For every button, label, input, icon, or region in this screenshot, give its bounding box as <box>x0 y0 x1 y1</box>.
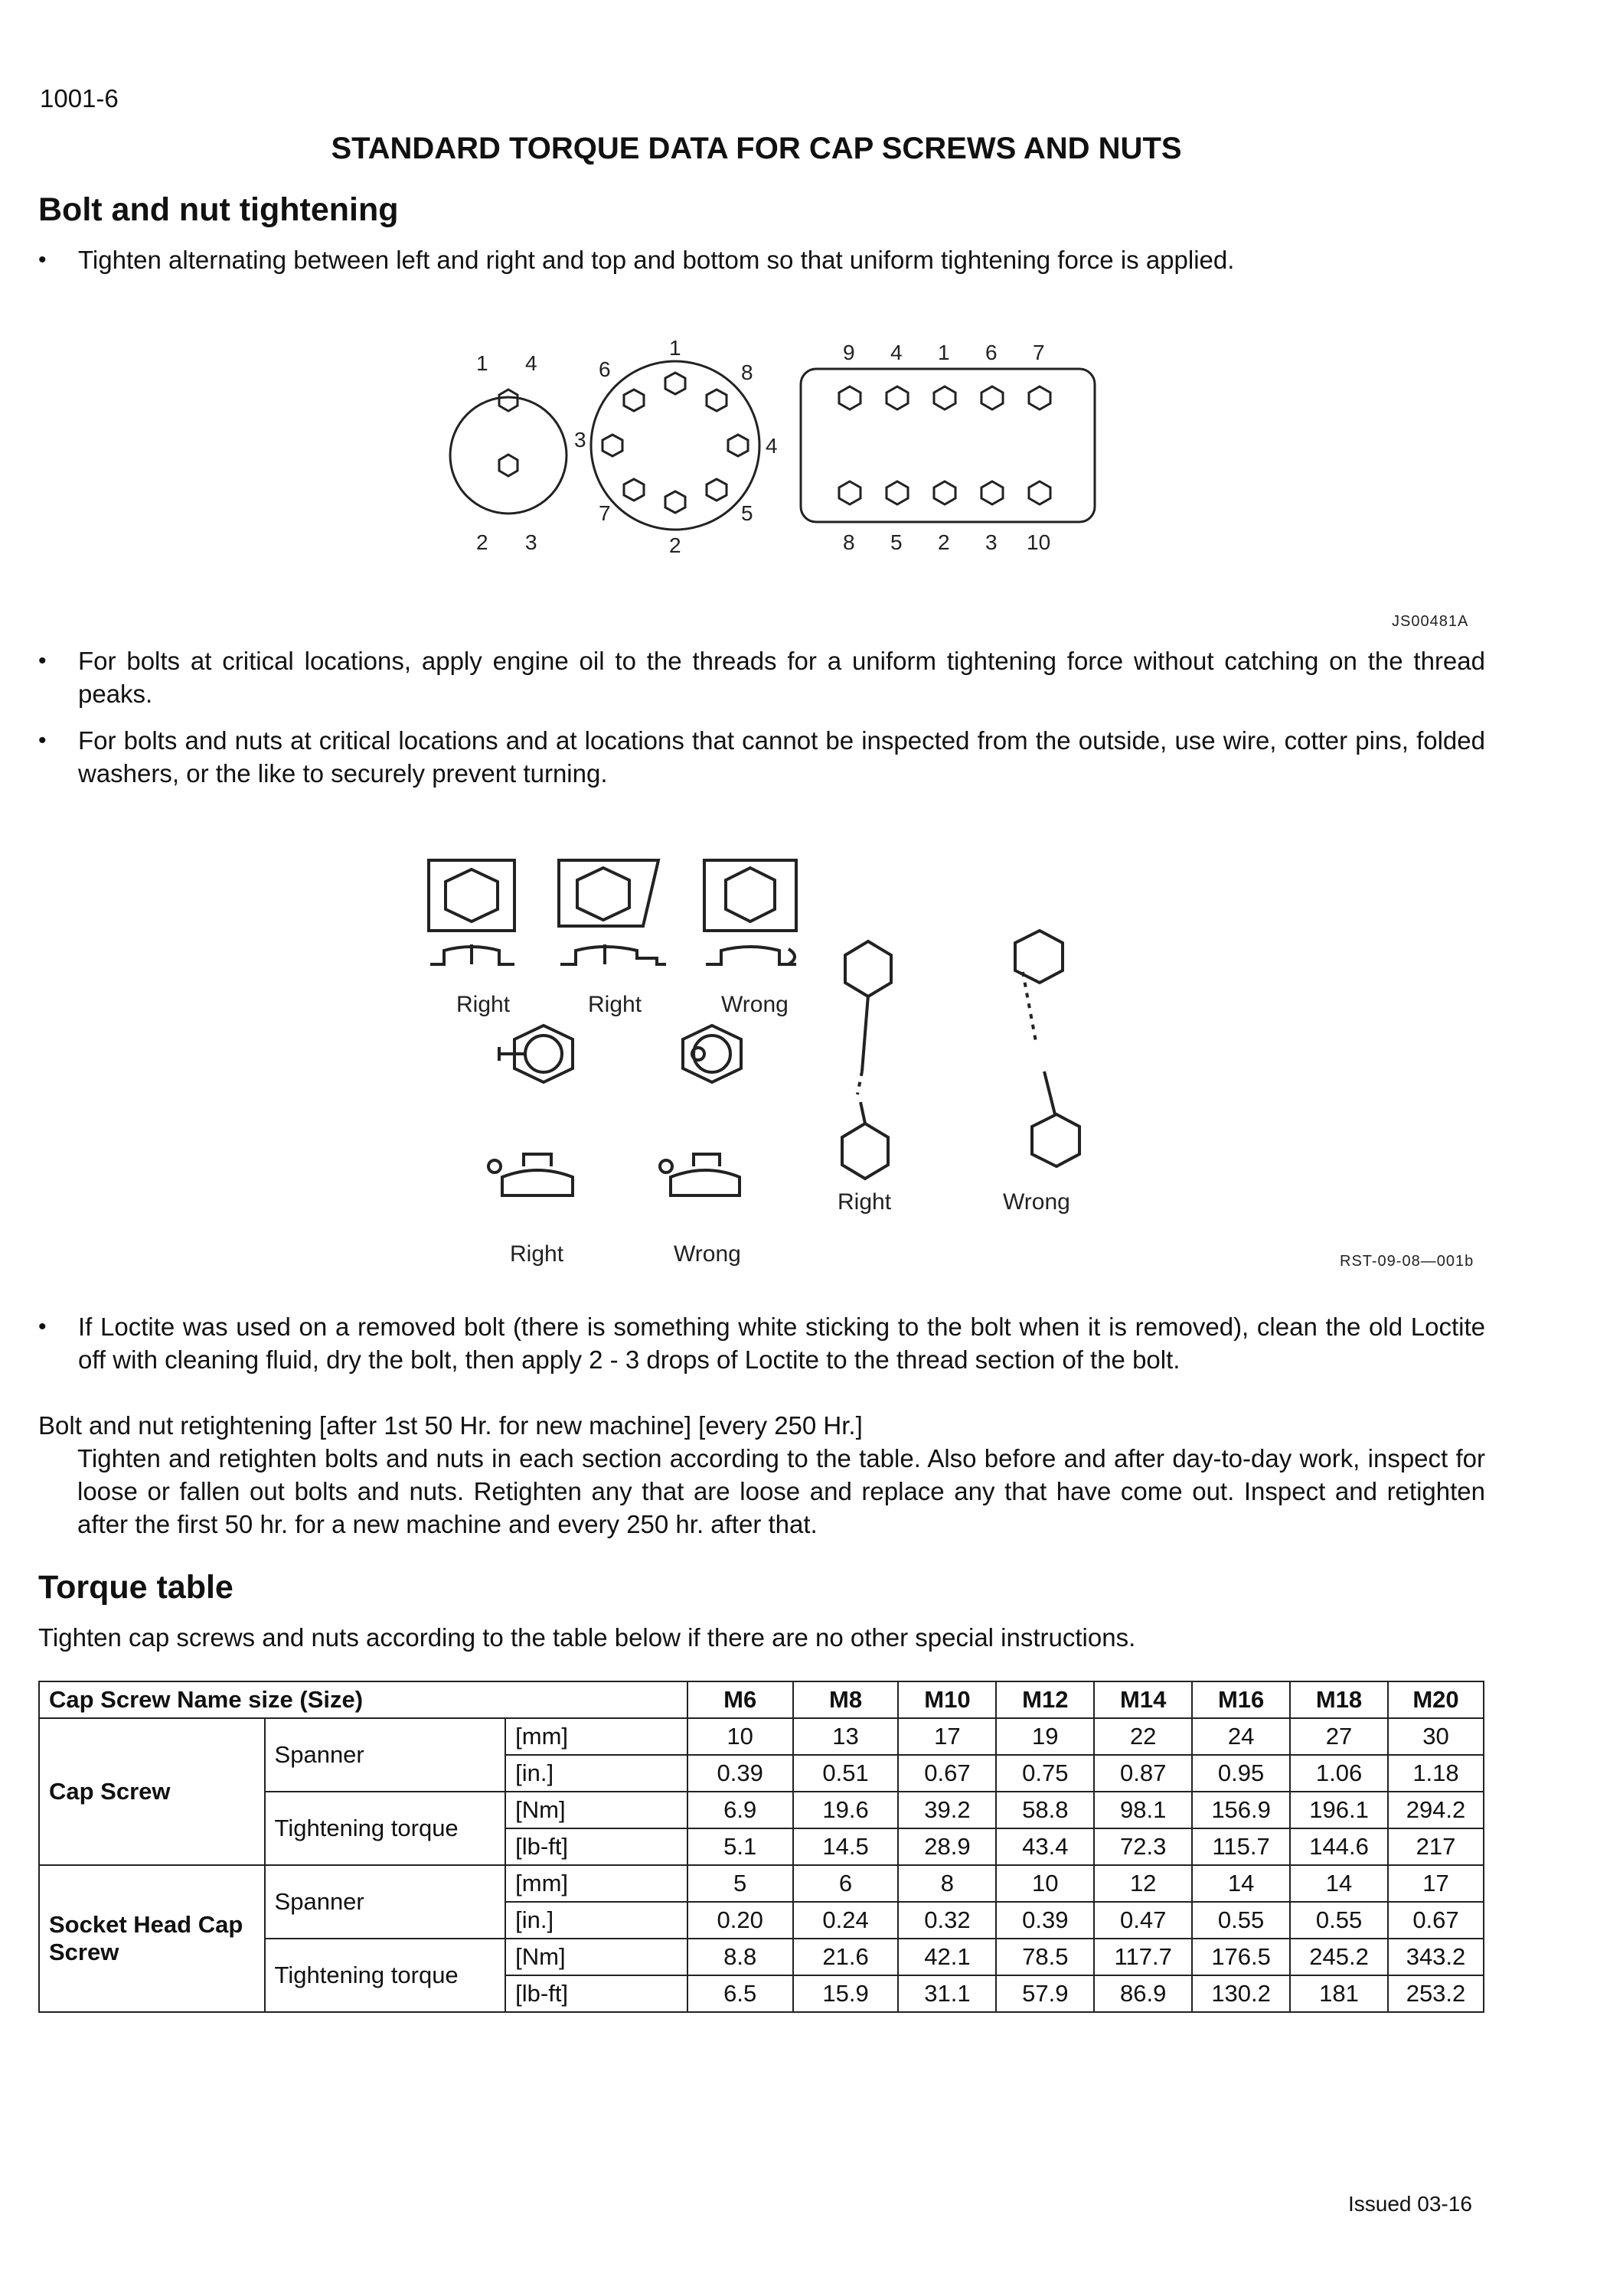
value-cell: 21.6 <box>793 1939 899 1975</box>
value-cell: 14.5 <box>793 1828 899 1865</box>
value-cell: 0.87 <box>1094 1755 1192 1792</box>
value-cell: 39.2 <box>898 1792 996 1828</box>
value-cell: 0.75 <box>996 1755 1094 1792</box>
value-cell: 6 <box>793 1865 899 1902</box>
value-cell: 0.24 <box>793 1902 899 1939</box>
value-cell: 14 <box>1192 1865 1290 1902</box>
unit-cell: [mm] <box>505 1865 687 1902</box>
order-label: 3 <box>985 530 998 554</box>
bullet-text: For bolts at critical locations, apply engine oil to the threads for a uniform tightening force without catching on the thread peaks. <box>78 647 1485 708</box>
size-header: M12 <box>996 1681 1094 1718</box>
right-label: Right <box>456 992 511 1017</box>
bolt-hex-icon <box>499 455 518 476</box>
subgroup-name-cell: Tightening torque <box>265 1792 506 1865</box>
bullet-item <box>38 243 1485 276</box>
section-heading-torque-table: Torque table <box>38 1569 233 1606</box>
unit-cell: [mm] <box>505 1718 687 1755</box>
right-label: Right <box>588 992 642 1017</box>
rect-top-bolts <box>839 386 1050 409</box>
value-cell: 0.39 <box>996 1902 1094 1939</box>
unit-cell: [Nm] <box>505 1792 687 1828</box>
order-label: 1 <box>669 336 681 360</box>
value-cell: 28.9 <box>898 1828 996 1865</box>
table-header-row <box>39 1681 1484 1718</box>
value-cell: 294.2 <box>1388 1792 1484 1828</box>
bullet-text: For bolts and nuts at critical locations and at locations that cannot be inspected from the outside, use wire, cotter pins, folded washers, or the like to securely prevent turning. <box>78 726 1485 788</box>
order-label: 7 <box>1033 341 1045 364</box>
value-cell: 8.8 <box>687 1939 793 1975</box>
wired-bolt-head-icon <box>842 1124 888 1179</box>
value-cell: 24 <box>1192 1718 1290 1755</box>
size-header: M10 <box>898 1681 996 1718</box>
retightening-text: Tighten and retighten bolts and nuts in each section according to the table. Also before and after day-to-day work, inspect for loose or fallen out bolts and nuts. Retighten any that are loose and replace any that have come out. Inspect and retighten after the first 50 hr. for a new machine and every 250 hr. after that. <box>77 1444 1485 1538</box>
bullet-text: If Loctite was used on a removed bolt (there is something white sticking to the bolt when it is removed), clean the old Loctite off with cleaning fluid, dry the bolt, then apply 2 - 3 drops of Loctite to the thread section of the bolt. <box>78 1313 1485 1374</box>
large-flange-circle <box>591 361 759 530</box>
bolt-hex-icon <box>707 479 727 501</box>
value-cell: 0.32 <box>898 1902 996 1939</box>
right-label: Right <box>838 1189 892 1215</box>
value-cell: 17 <box>898 1718 996 1755</box>
value-cell: 253.2 <box>1388 1975 1484 2012</box>
value-cell: 15.9 <box>793 1975 899 2012</box>
value-cell: 1.18 <box>1388 1755 1484 1792</box>
order-label: 1 <box>938 341 950 364</box>
bolt-hex-icon <box>603 435 622 456</box>
value-cell: 156.9 <box>1192 1792 1290 1828</box>
bolt-hex-icon <box>665 491 685 513</box>
cotter-pin-side-icon <box>502 1170 573 1195</box>
value-cell: 0.67 <box>1388 1902 1484 1939</box>
bullet-item <box>38 724 1485 790</box>
value-cell: 8 <box>898 1865 996 1902</box>
page-title: STANDARD TORQUE DATA FOR CAP SCREWS AND NUTS <box>331 132 1182 165</box>
order-label: 8 <box>741 360 753 384</box>
unit-cell: [in.] <box>505 1755 687 1792</box>
size-header: M18 <box>1290 1681 1388 1718</box>
order-label: 4 <box>525 351 537 375</box>
page-number: 1001-6 <box>40 84 119 113</box>
value-cell: 0.47 <box>1094 1902 1192 1939</box>
tightening-order-figure <box>429 321 1501 635</box>
value-cell: 6.9 <box>687 1792 793 1828</box>
wrong-label: Wrong <box>674 1241 741 1267</box>
group-name-cell: Socket Head Cap Screw <box>39 1865 265 2012</box>
value-cell: 117.7 <box>1094 1939 1192 1975</box>
value-cell: 176.5 <box>1192 1939 1290 1975</box>
value-cell: 10 <box>996 1865 1094 1902</box>
value-cell: 0.67 <box>898 1755 996 1792</box>
bullet-item <box>38 1310 1485 1376</box>
section-heading-bolt-nut-tightening: Bolt and nut tightening <box>38 191 399 228</box>
order-label: 6 <box>985 341 998 364</box>
size-header: M8 <box>793 1681 899 1718</box>
bolt-hex-icon <box>624 390 644 411</box>
value-cell: 86.9 <box>1094 1975 1192 2012</box>
value-cell: 6.5 <box>687 1975 793 2012</box>
order-label: 4 <box>766 434 778 458</box>
issue-date: Issued 03-16 <box>1348 2192 1472 2216</box>
right-label: Right <box>510 1241 564 1267</box>
bolt-hex-icon <box>499 390 518 411</box>
wrong-label: Wrong <box>1003 1189 1070 1215</box>
figure-code: RST-09-08—001b <box>1340 1253 1474 1270</box>
torque-table <box>38 1681 1484 2013</box>
value-cell: 19 <box>996 1718 1094 1755</box>
value-cell: 245.2 <box>1290 1939 1388 1975</box>
table-body <box>39 1718 1484 2012</box>
subgroup-name-cell: Spanner <box>265 1718 506 1792</box>
value-cell: 72.3 <box>1094 1828 1192 1865</box>
value-cell: 0.39 <box>687 1755 793 1792</box>
locking-methods-figure <box>413 842 1501 1278</box>
bullet-dot: • <box>38 1314 47 1339</box>
bullet-text: Tighten alternating between left and right and top and bottom so that uniform tightening force is applied. <box>78 246 1235 274</box>
value-cell: 144.6 <box>1290 1828 1388 1865</box>
subgroup-name-cell: Spanner <box>265 1865 506 1939</box>
value-cell: 115.7 <box>1192 1828 1290 1865</box>
value-cell: 0.55 <box>1290 1902 1388 1939</box>
order-label: 1 <box>476 351 488 375</box>
value-cell: 42.1 <box>898 1939 996 1975</box>
value-cell: 13 <box>793 1718 899 1755</box>
value-cell: 30 <box>1388 1718 1484 1755</box>
value-cell: 58.8 <box>996 1792 1094 1828</box>
order-label: 6 <box>599 357 611 381</box>
unit-cell: [in.] <box>505 1902 687 1939</box>
cotter-pin-side-icon <box>671 1170 740 1195</box>
value-cell: 5.1 <box>687 1828 793 1865</box>
value-cell: 196.1 <box>1290 1792 1388 1828</box>
order-label: 4 <box>890 341 903 364</box>
order-label: 7 <box>599 501 611 525</box>
figure-code: JS00481A <box>1392 613 1469 630</box>
value-cell: 43.4 <box>996 1828 1094 1865</box>
value-cell: 27 <box>1290 1718 1388 1755</box>
value-cell: 0.95 <box>1192 1755 1290 1792</box>
torque-table-intro: Tighten cap screws and nuts according to the table below if there are no other special instructions. <box>38 1623 1136 1652</box>
bolt-hex-icon <box>624 479 644 501</box>
value-cell: 343.2 <box>1388 1939 1484 1975</box>
value-cell: 31.1 <box>898 1975 996 2012</box>
size-header: M16 <box>1192 1681 1290 1718</box>
value-cell: 57.9 <box>996 1975 1094 2012</box>
rect-bottom-bolts <box>839 481 1050 504</box>
order-label: 2 <box>938 530 950 554</box>
value-cell: 1.06 <box>1290 1755 1388 1792</box>
value-cell: 10 <box>687 1718 793 1755</box>
size-header: M6 <box>687 1681 793 1718</box>
size-header: M14 <box>1094 1681 1192 1718</box>
wired-bolt-head-icon <box>1032 1114 1079 1166</box>
value-cell: 181 <box>1290 1975 1388 2012</box>
wired-bolt-head-icon <box>845 941 891 996</box>
bullet-item <box>38 644 1485 710</box>
order-label: 2 <box>476 530 488 554</box>
order-label: 10 <box>1027 530 1051 554</box>
value-cell: 78.5 <box>996 1939 1094 1975</box>
order-label: 3 <box>525 530 537 554</box>
order-label: 5 <box>741 501 753 525</box>
order-label: 2 <box>669 533 681 557</box>
table-row <box>39 1718 1484 1755</box>
value-cell: 0.55 <box>1192 1902 1290 1939</box>
unit-cell: [lb-ft] <box>505 1828 687 1865</box>
bolt-hex-icon <box>665 373 685 394</box>
value-cell: 12 <box>1094 1865 1192 1902</box>
value-cell: 17 <box>1388 1865 1484 1902</box>
size-header: M20 <box>1388 1681 1484 1718</box>
table-row <box>39 1865 1484 1902</box>
bolt-hex-icon <box>707 390 727 411</box>
value-cell: 14 <box>1290 1865 1388 1902</box>
order-label: 9 <box>843 341 855 364</box>
order-label: 3 <box>574 428 586 452</box>
value-cell: 217 <box>1388 1828 1484 1865</box>
wrong-label: Wrong <box>721 992 789 1017</box>
value-cell: 5 <box>687 1865 793 1902</box>
bullet-dot: • <box>38 247 47 272</box>
bullet-dot: • <box>38 728 47 753</box>
value-cell: 130.2 <box>1192 1975 1290 2012</box>
order-label: 5 <box>890 530 903 554</box>
unit-cell: [Nm] <box>505 1939 687 1975</box>
value-cell: 22 <box>1094 1718 1192 1755</box>
unit-cell: [lb-ft] <box>505 1975 687 2012</box>
order-label: 8 <box>843 530 855 554</box>
bullet-dot: • <box>38 648 47 673</box>
bolt-hex-icon <box>728 435 748 456</box>
value-cell: 19.6 <box>793 1792 899 1828</box>
value-cell: 0.20 <box>687 1902 793 1939</box>
group-name-cell: Cap Screw <box>39 1718 265 1865</box>
subgroup-name-cell: Tightening torque <box>265 1939 506 2012</box>
table-header-label: Cap Screw Name size (Size) <box>39 1681 687 1718</box>
value-cell: 0.51 <box>793 1755 899 1792</box>
retightening-title: Bolt and nut retightening [after 1st 50 Hr. for new machine] [every 250 Hr.] <box>38 1411 863 1440</box>
value-cell: 98.1 <box>1094 1792 1192 1828</box>
